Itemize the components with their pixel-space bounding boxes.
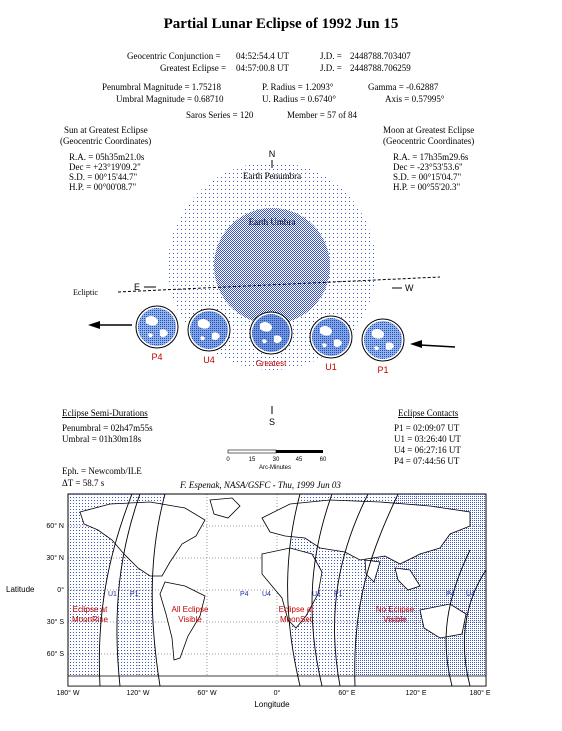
lon-tick-0: 0°: [273, 690, 281, 697]
curve-label-p4-b: P4: [446, 591, 455, 598]
moon-subtitle: (Geocentric Coordinates): [383, 136, 475, 146]
penumbral-magnitude: Penumbral Magnitude = 1.75218: [102, 82, 222, 92]
lon-tick-60w: 60° W: [197, 690, 217, 697]
scale-bar-white: [228, 450, 276, 453]
world-visibility-map: [0, 490, 562, 731]
contact-p1: P1 = 02:09:07 UT: [394, 423, 460, 433]
delta-t: ΔT = 58.7 s: [62, 478, 105, 488]
umbral-magnitude: Umbral Magnitude = 0.68710: [116, 94, 224, 104]
path-arrow-left-icon: [88, 321, 100, 329]
lon-tick-60e: 60° E: [338, 690, 356, 697]
moon-p4: [136, 306, 178, 348]
contact-u1: U1 = 03:26:40 UT: [394, 434, 461, 444]
longitude-label: Longitude: [254, 700, 290, 709]
east-label: E: [134, 282, 141, 292]
path-arrow-right-icon: [410, 340, 422, 348]
ecliptic-label: Ecliptic: [73, 288, 98, 297]
region-all-visible-line1: All Eclipse: [171, 605, 209, 614]
scale-tick-60: 60: [319, 457, 327, 463]
greatest-time: 04:57:00.8 UT: [236, 63, 289, 73]
moon-label-greatest: Greatest: [255, 359, 287, 368]
lat-tick-30n: 30° N: [46, 555, 64, 562]
moon-dec: Dec = -23°53'53.6": [393, 162, 463, 172]
page-title: Partial Lunar Eclipse of 1992 Jun 15: [163, 16, 399, 32]
lat-tick-30s: 30° S: [46, 619, 64, 626]
curve-label-p1-b: P1: [334, 591, 343, 598]
scale-label: Arc-Minutes: [258, 465, 292, 471]
curve-label-u4-a: U4: [262, 591, 271, 598]
lat-tick-0: 0°: [57, 587, 64, 594]
contact-p4: P4 = 07:44:56 UT: [394, 456, 460, 466]
eclipse-diagram: [0, 140, 562, 440]
moon-label-p1: P1: [377, 365, 389, 375]
sun-ra: R.A. = 05h35m21.0s: [69, 152, 145, 162]
lat-tick-60s: 60° S: [46, 651, 64, 658]
curve-label-u4-b: U4: [466, 591, 475, 598]
moon-u4: [188, 309, 230, 351]
greatest-jd-label: J.D. =: [320, 63, 342, 73]
sun-subtitle: (Geocentric Coordinates): [60, 136, 152, 146]
moon-p1: [362, 319, 404, 361]
south-label: S: [268, 417, 276, 427]
lat-tick-60n: 60° N: [46, 523, 64, 530]
umbra-label: Earth Umbra: [248, 217, 296, 227]
latitude-label: Latitude: [6, 585, 35, 594]
moon-label-u4: U4: [203, 355, 215, 365]
saros-member: Member = 57 of 84: [287, 110, 358, 120]
contact-u4: U4 = 06:27:16 UT: [394, 445, 461, 455]
antarctica: [68, 676, 486, 686]
semi-umbral: Umbral = 01h30m18s: [62, 434, 142, 444]
curve-label-u1-a: U1: [108, 591, 117, 598]
region-moonrise-line1: Eclipse at: [72, 605, 108, 614]
north-label: N: [268, 149, 276, 159]
axis: Axis = 0.57995°: [385, 94, 445, 104]
lon-tick-180w: 180° W: [56, 690, 80, 697]
lon-tick-120e: 120° E: [405, 690, 427, 697]
lon-tick-120w: 120° W: [126, 690, 150, 697]
moon-ra: R.A. = 17h35m29.6s: [393, 152, 469, 162]
contacts-title: Eclipse Contacts: [398, 408, 459, 418]
greatest-label: Greatest Eclipse =: [160, 63, 227, 73]
curve-label-p4-a: P4: [240, 591, 249, 598]
region-no-eclipse-line1: No Eclipse: [375, 605, 415, 614]
geo-conj-label: Geocentric Conjunction =: [127, 51, 221, 61]
credit-line: F. Espenak, NASA/GSFC - Thu, 1999 Jun 03: [180, 480, 341, 490]
path-arrow-right-line: [420, 345, 455, 347]
sun-title: Sun at Greatest Eclipse: [64, 125, 148, 135]
region-moonset-line2: MoonSet: [279, 615, 313, 624]
sun-hp: H.P. = 00°00'08.7": [69, 182, 137, 192]
scale-tick-45: 45: [295, 457, 303, 463]
geo-conj-time: 04:52:54.4 UT: [236, 51, 289, 61]
scale-bar-black: [276, 450, 323, 453]
region-all-visible-line2: Visible: [178, 615, 202, 624]
moon-title: Moon at Greatest Eclipse: [383, 125, 475, 135]
geo-conj-jd-label: J.D. =: [320, 51, 342, 61]
moon-greatest: [250, 312, 292, 354]
arc-minute-scale: [218, 448, 338, 478]
scale-tick-30: 30: [272, 457, 280, 463]
sun-sd: S.D. = 00°15'44.7": [69, 172, 138, 182]
gamma: Gamma = -0.62887: [368, 82, 439, 92]
saros-series: Saros Series = 120: [186, 110, 254, 120]
greatest-jd: 2448788.706259: [350, 63, 411, 73]
scale-tick-0: 0: [226, 457, 230, 463]
semi-penumbral: Penumbral = 02h47m55s: [62, 423, 153, 433]
umbra-radius: U. Radius = 0.6740°: [262, 94, 336, 104]
moon-hp: H.P. = 00°55'20.3": [393, 182, 461, 192]
scale-tick-15: 15: [248, 457, 256, 463]
curve-label-p1-a: P1: [130, 591, 139, 598]
region-no-eclipse-line2: Visible: [383, 615, 407, 624]
sun-dec: Dec = +23°19'09.2": [69, 162, 141, 172]
lon-tick-180e: 180° E: [469, 690, 491, 697]
geo-conj-jd: 2448788.703407: [350, 51, 411, 61]
moon-label-p4: P4: [151, 352, 163, 362]
moon-label-u1: U1: [325, 362, 337, 372]
semi-durations-title: Eclipse Semi-Durations: [62, 408, 148, 418]
moon-sd: S.D. = 00°15'04.7": [393, 172, 462, 182]
region-moonrise-line2: MoonRise: [71, 615, 109, 624]
moon-u1: [310, 316, 352, 358]
penumbra-label: Earth Penumbra: [242, 171, 302, 181]
ephemeris: Eph. = Newcomb/ILE: [62, 466, 142, 476]
region-moonset-line1: Eclipse at: [278, 605, 314, 614]
west-label: W: [405, 283, 414, 293]
curve-label-u1-b: U1: [312, 591, 321, 598]
penumbra-radius: P. Radius = 1.2093°: [262, 82, 334, 92]
